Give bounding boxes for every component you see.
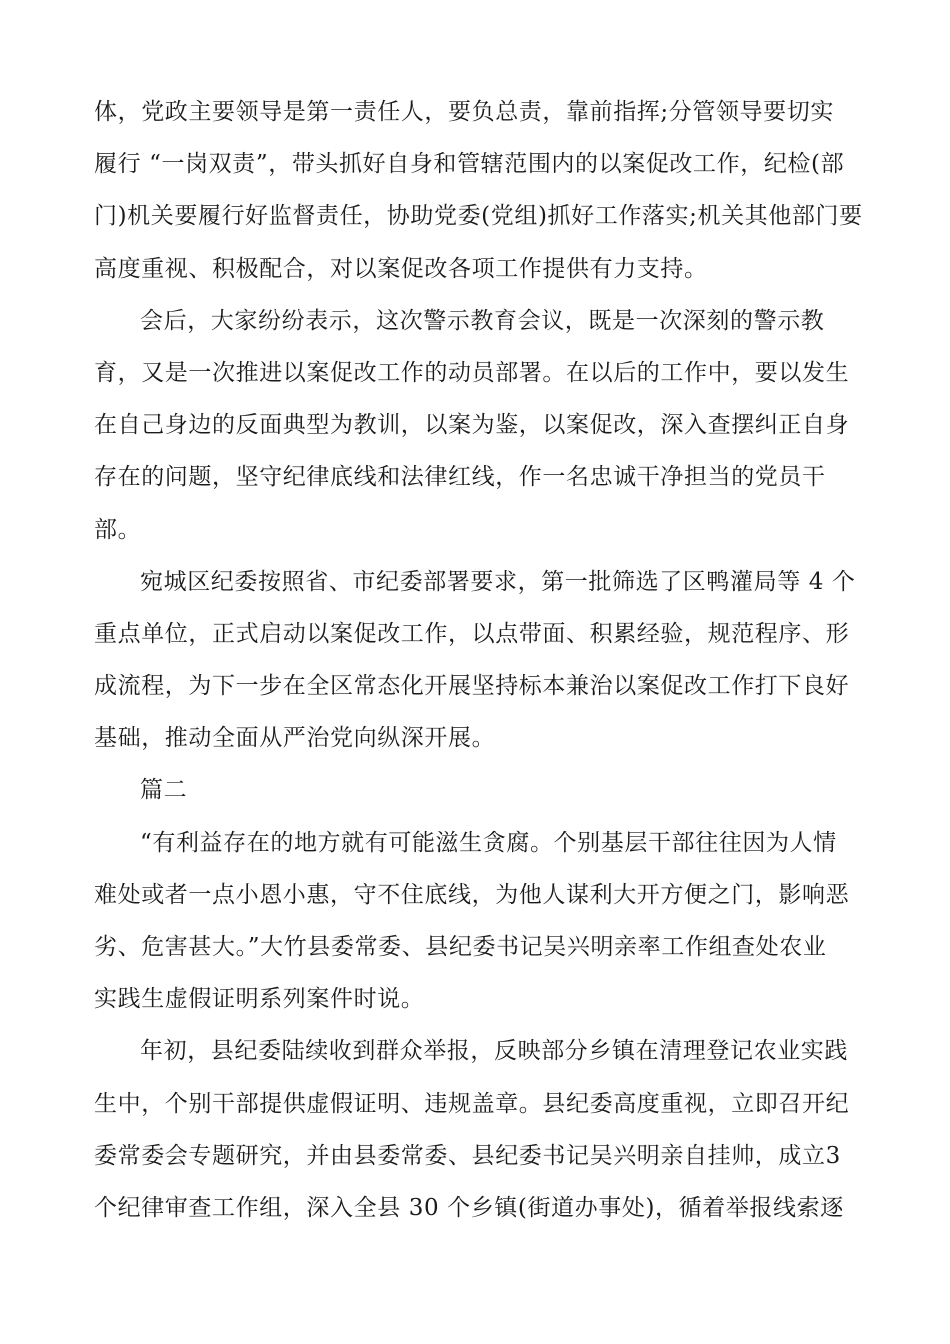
section-heading: 篇二 [140, 777, 188, 804]
text-line: 基础，推动全面从严治党向纵深开展。 [94, 725, 496, 752]
text-line: 委常委会专题研究，并由县委常委、县纪委书记吴兴明亲自挂帅，成立3 [94, 1142, 841, 1169]
text-line: 难处或者一点小恩小惠，守不住底线，为他人谋利大开方便之门，影响恶 [94, 881, 850, 908]
text-line: 重点单位，正式启动以案促改工作，以点带面、积累经验，规范程序、形 [94, 620, 850, 647]
text-line: 育，又是一次推进以案促改工作的动员部署。在以后的工作中，要以发生 [94, 359, 850, 386]
text-line: 个纪律审查工作组，深入全县 30 个乡镇(街道办事处)，循着举报线索逐 [94, 1194, 844, 1221]
text-line: 高度重视、积极配合，对以案促改各项工作提供有力支持。 [94, 255, 708, 282]
text-line: “有利益存在的地方就有可能滋生贪腐。个别基层干部往往因为人情 [140, 829, 837, 856]
text-line: 成流程，为下一步在全区常态化开展坚持标本兼治以案促改工作打下良好 [94, 673, 850, 700]
text-line: 劣、危害甚大。”大竹县委常委、县纪委书记吴兴明亲率工作组查处农业 [94, 934, 827, 960]
text-line: 会后，大家纷纷表示，这次警示教育会议，既是一次深刻的警示教 [140, 307, 825, 334]
document-body [94, 86, 866, 1234]
text-line: 体，党政主要领导是第一责任人，要负总责，靠前指挥;分管领导要切实 [94, 99, 834, 125]
text-line: 实践生虚假证明系列案件时说。 [94, 986, 425, 1013]
text-line: 宛城区纪委按照省、市纪委部署要求，第一批筛选了区鸭灌局等 4 个 [140, 568, 856, 595]
text-line: 部。 [94, 516, 142, 543]
text-line: 门)机关要履行好监督责任，协助党委(党组)抓好工作落实;机关其他部门要 [94, 203, 863, 230]
text-line: 存在的问题，坚守纪律底线和法律红线，作一名忠诚干净担当的党员干 [94, 464, 826, 491]
text-line: 年初，县纪委陆续收到群众举报，反映部分乡镇在清理登记农业实践 [140, 1038, 848, 1065]
text-line: 在自己身边的反面典型为教训，以案为鉴，以案促改，深入查摆纠正自身 [94, 412, 850, 439]
text-line: 履行 “一岗双责”，带头抓好自身和管辖范围内的以案促改工作，纪检(部 [94, 151, 845, 178]
text-line: 生中，个别干部提供虚假证明、违规盖章。县纪委高度重视，立即召开纪 [94, 1090, 850, 1117]
